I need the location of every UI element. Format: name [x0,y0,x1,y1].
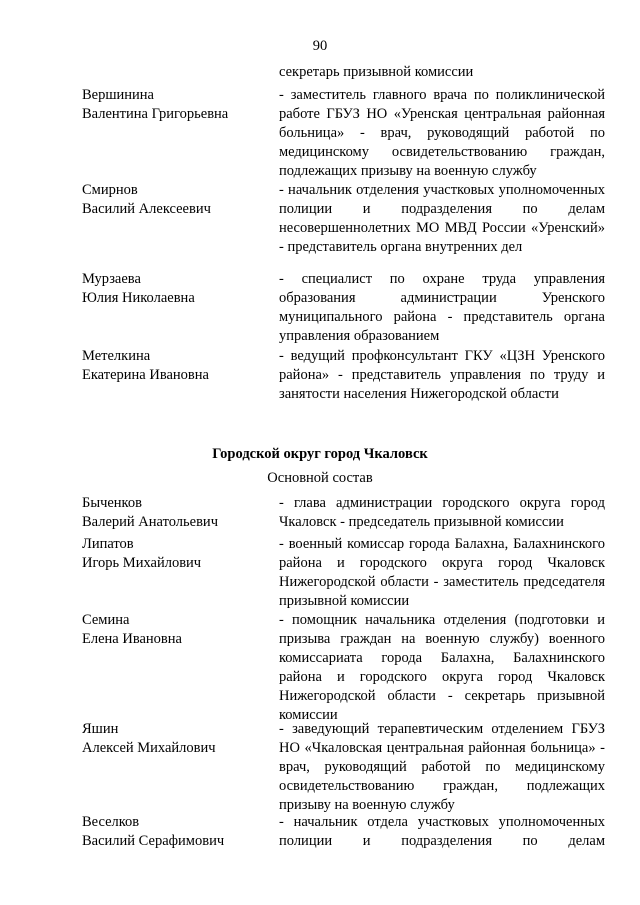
continuation-text: секретарь призывной комиссии [279,64,474,80]
member-given-name: Василий Серафимович [82,833,225,849]
member-surname: Мурзаева [82,271,141,287]
member-role: - глава администрации городского округа город Чкаловск - председатель призывной комиссии [279,495,605,530]
member-name [82,813,272,851]
member-given-name: Игорь Михайлович [82,555,202,571]
member-given-name: Алексей Михайлович [82,740,216,756]
member-role: - специалист по охране труда управления образования администрации Уренского муниципального района - представитель органа управления образованием [279,271,605,344]
member-role: - военный комиссар города Балахна, Балахнинского района и городского округа город Чкаловск Нижегородской области - заместитель председателя призывной комиссии [279,536,605,609]
member-given-name: Екатерина Ивановна [82,367,209,383]
member-name [82,270,272,308]
member-name [82,611,272,649]
member-name [82,86,272,124]
member-role: - начальник отдела участковых уполномоченных полиции и подразделения по делам [279,814,605,849]
member-surname: Вершинина [82,87,154,103]
member-role: - заместитель главного врача по поликлинической работе ГБУЗ НО «Уренская центральная районная больница» - врач, руководящий работой по медицинскому освидетельствованию граждан, подлежащих призыву на военную службу [279,87,605,179]
page-number: 90 [312,38,328,54]
member-role: - начальник отделения участковых уполномоченных полиции и подразделения по делам несовершеннолетних МО МВД России «Уренский» - представитель органа внутренних дел [279,182,605,255]
member-surname: Быченков [82,495,142,511]
member-name [82,535,272,573]
member-name [82,494,272,532]
member-given-name: Валерий Анатольевич [82,514,218,530]
member-name [82,347,272,385]
member-name [82,181,272,219]
member-name [82,720,272,758]
member-surname: Яшин [82,721,119,737]
member-surname: Семина [82,612,130,628]
member-given-name: Юлия Николаевна [82,290,195,306]
member-role: - заведующий терапевтическим отделением ГБУЗ НО «Чкаловская центральная районная больница» - врач, руководящий работой по медицинскому освидетельствованию граждан, подлежащих призыву на военную службу [279,721,605,813]
member-surname: Веселков [82,814,140,830]
member-surname: Метелкина [82,348,151,364]
member-role: - ведущий профконсультант ГКУ «ЦЗН Уренского района» - представитель управления по труду и занятости населения Нижегородской области [279,348,605,402]
member-given-name: Елена Ивановна [82,631,182,647]
member-surname: Липатов [82,536,134,552]
member-given-name: Валентина Григорьевна [82,106,229,122]
member-surname: Смирнов [82,182,138,198]
section-title: Городской округ город Чкаловск [212,446,428,462]
member-role: - помощник начальника отделения (подготовки и призыва граждан на военную службу) военного комиссариата города Балахна, Балахнинского района и городского округа город Чкаловск Нижегородской области - секретарь призывной комиссии [279,612,605,723]
section-subtitle: Основной состав [267,470,373,486]
member-given-name: Василий Алексеевич [82,201,211,217]
